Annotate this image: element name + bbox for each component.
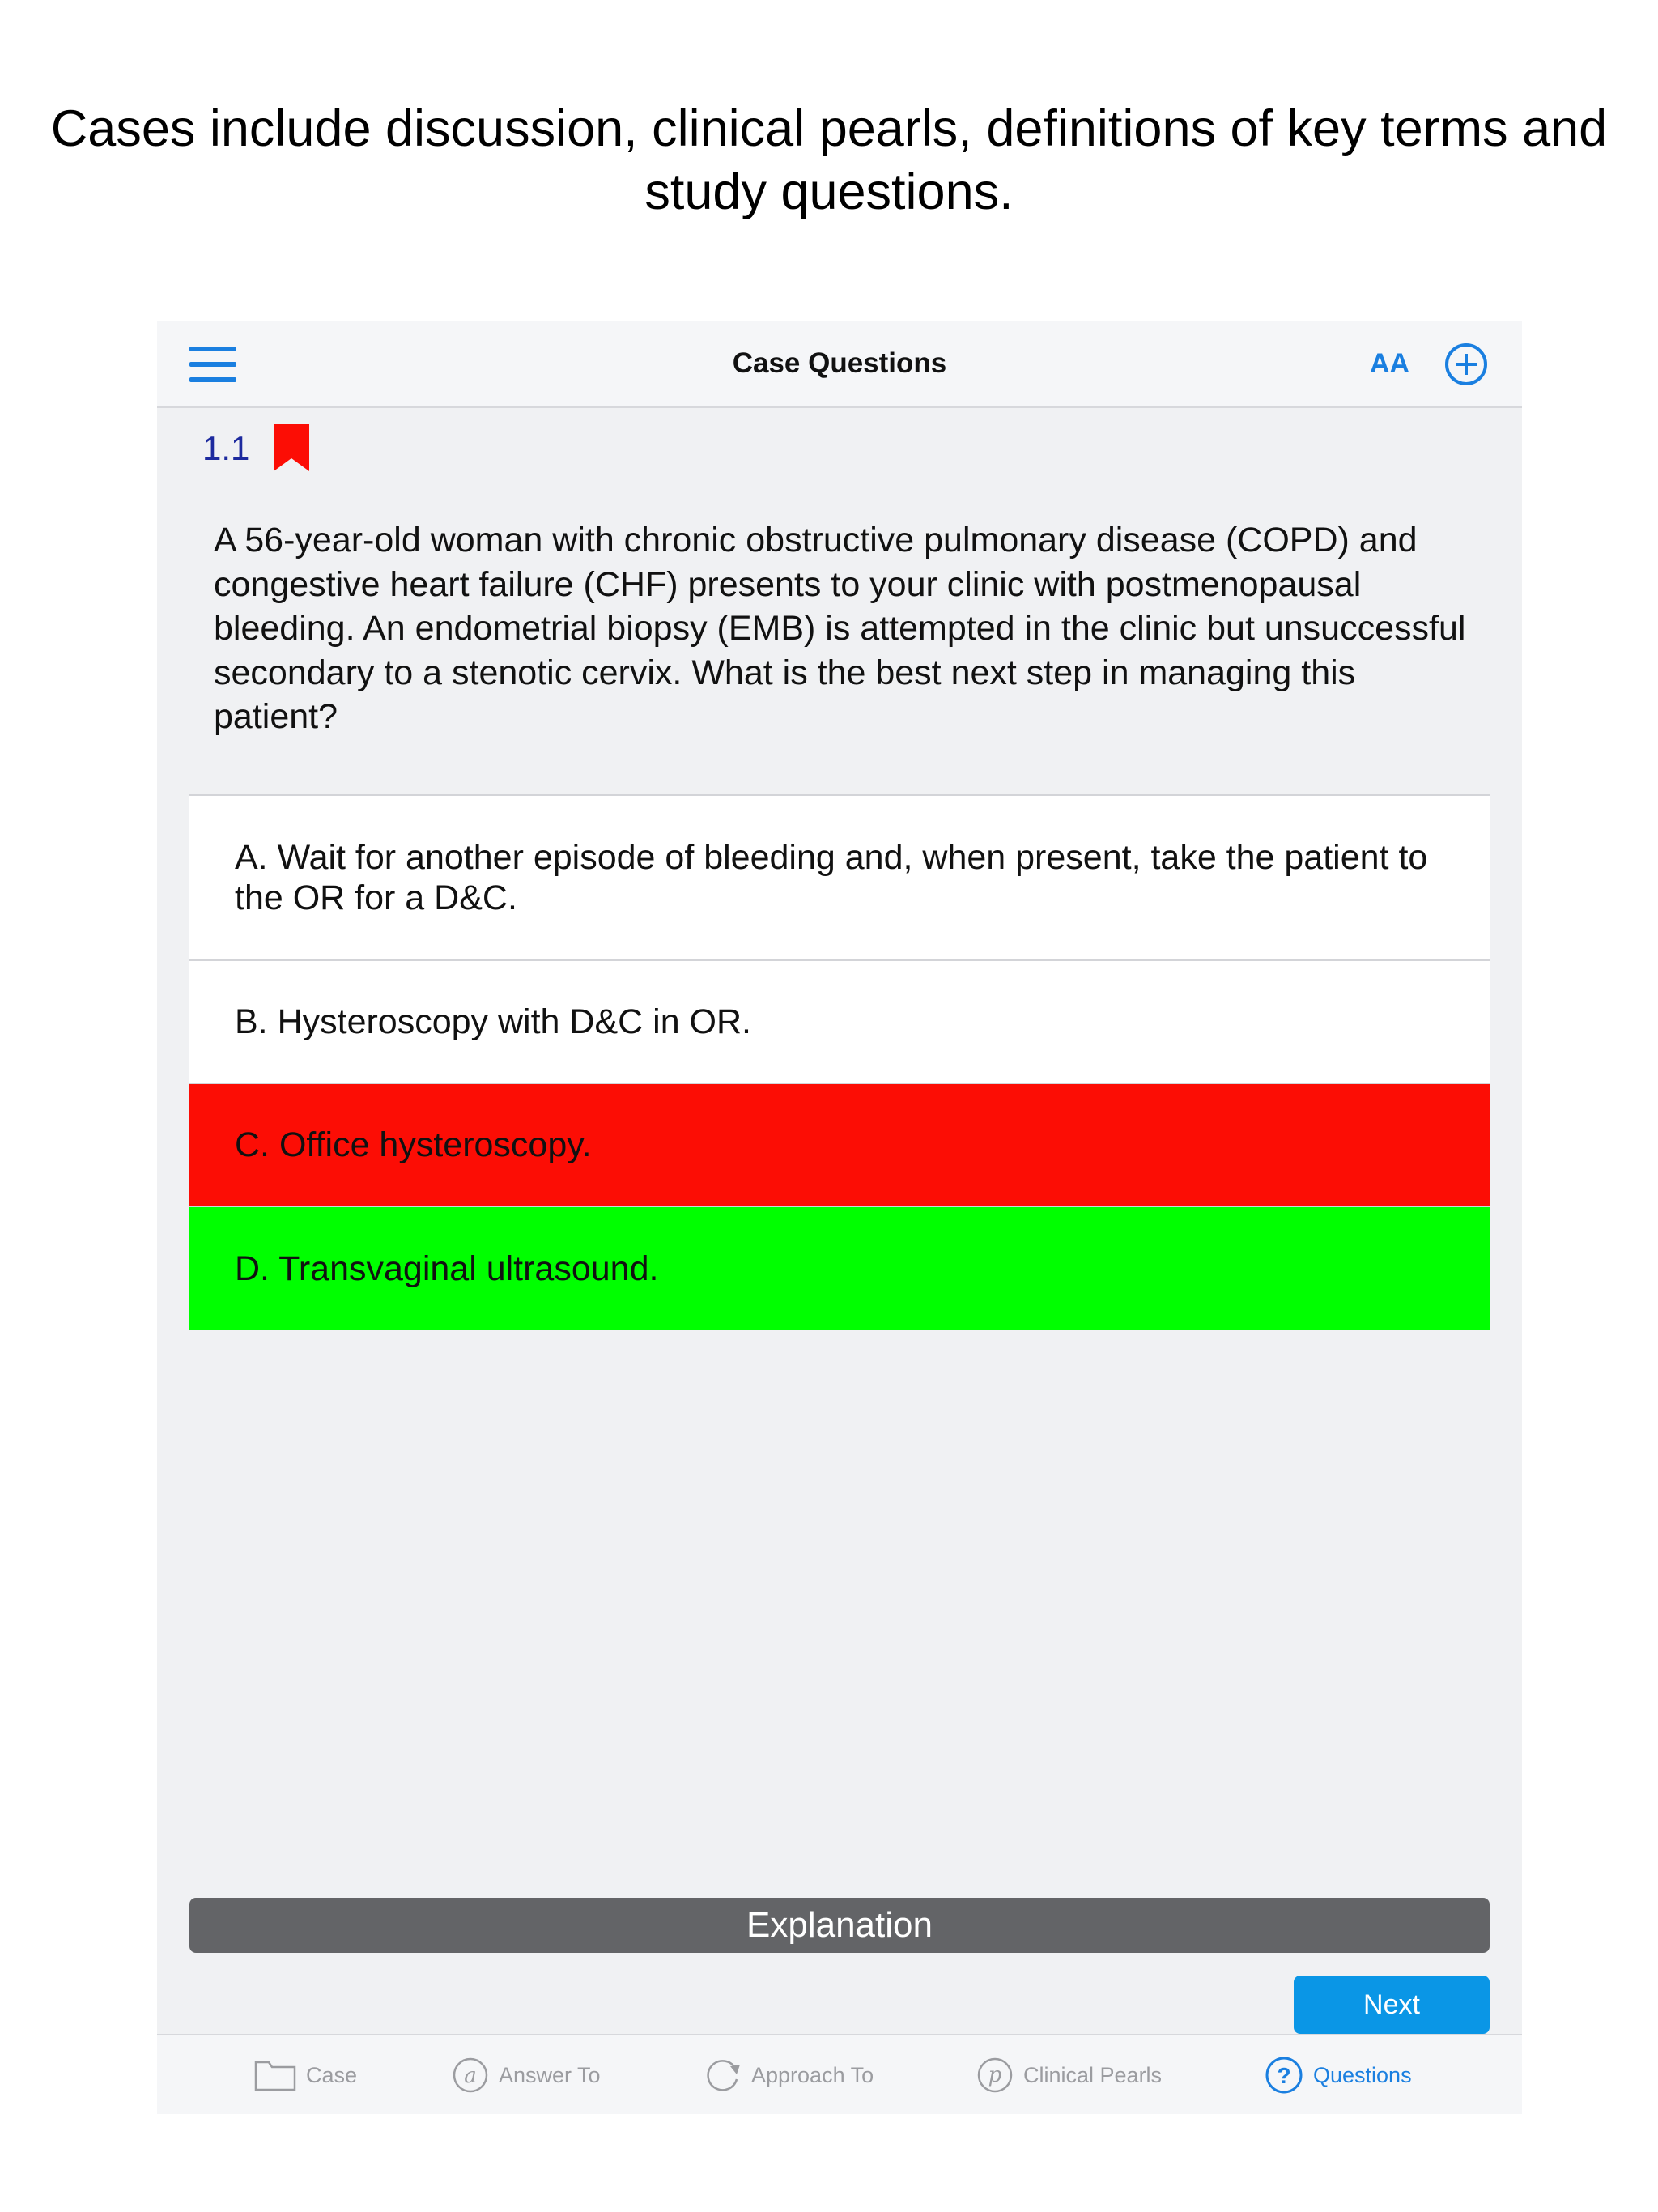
question-text: A 56-year-old woman with chronic obstructive pulmonary disease (COPD) and congestive heart failure (CHF) presents to your clinic with postmenopausal bleeding. An endometrial biopsy (EMB) is attempted in the clinic but unsuccessful secondary to a stenotic cervix. What is the best next step in managing this patient? [214, 521, 1466, 736]
answer-label: D. Transvaginal ultrasound. [235, 1249, 659, 1288]
promo-caption: Cases include discussion, clinical pearls, definitions of key terms and study questions. [50, 100, 1608, 220]
explanation-button[interactable]: Explanation [189, 1898, 1490, 1953]
tab-label: Approach To [751, 2062, 874, 2087]
nav-bar [157, 321, 1522, 408]
tab-label: Case [306, 2062, 358, 2087]
answer-label: A. Wait for another episode of bleeding and, when present, take the patient to the OR for a D&C. [235, 838, 1428, 917]
question-circle-icon [1265, 2056, 1303, 2095]
answer-list [189, 794, 1490, 1330]
app-window [157, 321, 1522, 2114]
font-size-button[interactable]: AA [1370, 348, 1410, 379]
p-circle-icon [976, 2057, 1014, 2094]
tab-questions[interactable] [1265, 2053, 1412, 2097]
tab-bar [157, 2034, 1522, 2114]
add-circle-icon[interactable] [1444, 342, 1488, 386]
bookmark-icon[interactable] [274, 424, 309, 471]
answer-label: C. Office hysteroscopy. [235, 1125, 592, 1164]
answer-option-d[interactable] [189, 1207, 1490, 1330]
tab-label: Clinical Pearls [1023, 2062, 1163, 2087]
tab-approach-to[interactable] [703, 2053, 874, 2097]
answer-option-a[interactable] [189, 796, 1490, 961]
tab-case[interactable] [254, 2053, 357, 2097]
answer-option-c[interactable] [189, 1084, 1490, 1207]
svg-text:p: p [988, 2063, 1002, 2087]
folder-icon [254, 2059, 296, 2091]
tab-answer-to[interactable] [452, 2053, 601, 2097]
tab-label: Answer To [499, 2062, 601, 2087]
tab-clinical-pearls[interactable] [976, 2053, 1162, 2097]
answer-option-b[interactable] [189, 961, 1490, 1084]
tab-label: Questions [1313, 2062, 1412, 2087]
page-title: Case Questions [732, 347, 947, 379]
next-button[interactable]: Next [1294, 1976, 1490, 2034]
at-sign-icon [452, 2057, 489, 2094]
question-number: 1.1 [202, 429, 250, 467]
refresh-icon [703, 2057, 742, 2094]
svg-text:?: ? [1277, 2063, 1291, 2088]
svg-text:a: a [464, 2064, 477, 2088]
answer-label: B. Hysteroscopy with D&C in OR. [235, 1002, 752, 1041]
